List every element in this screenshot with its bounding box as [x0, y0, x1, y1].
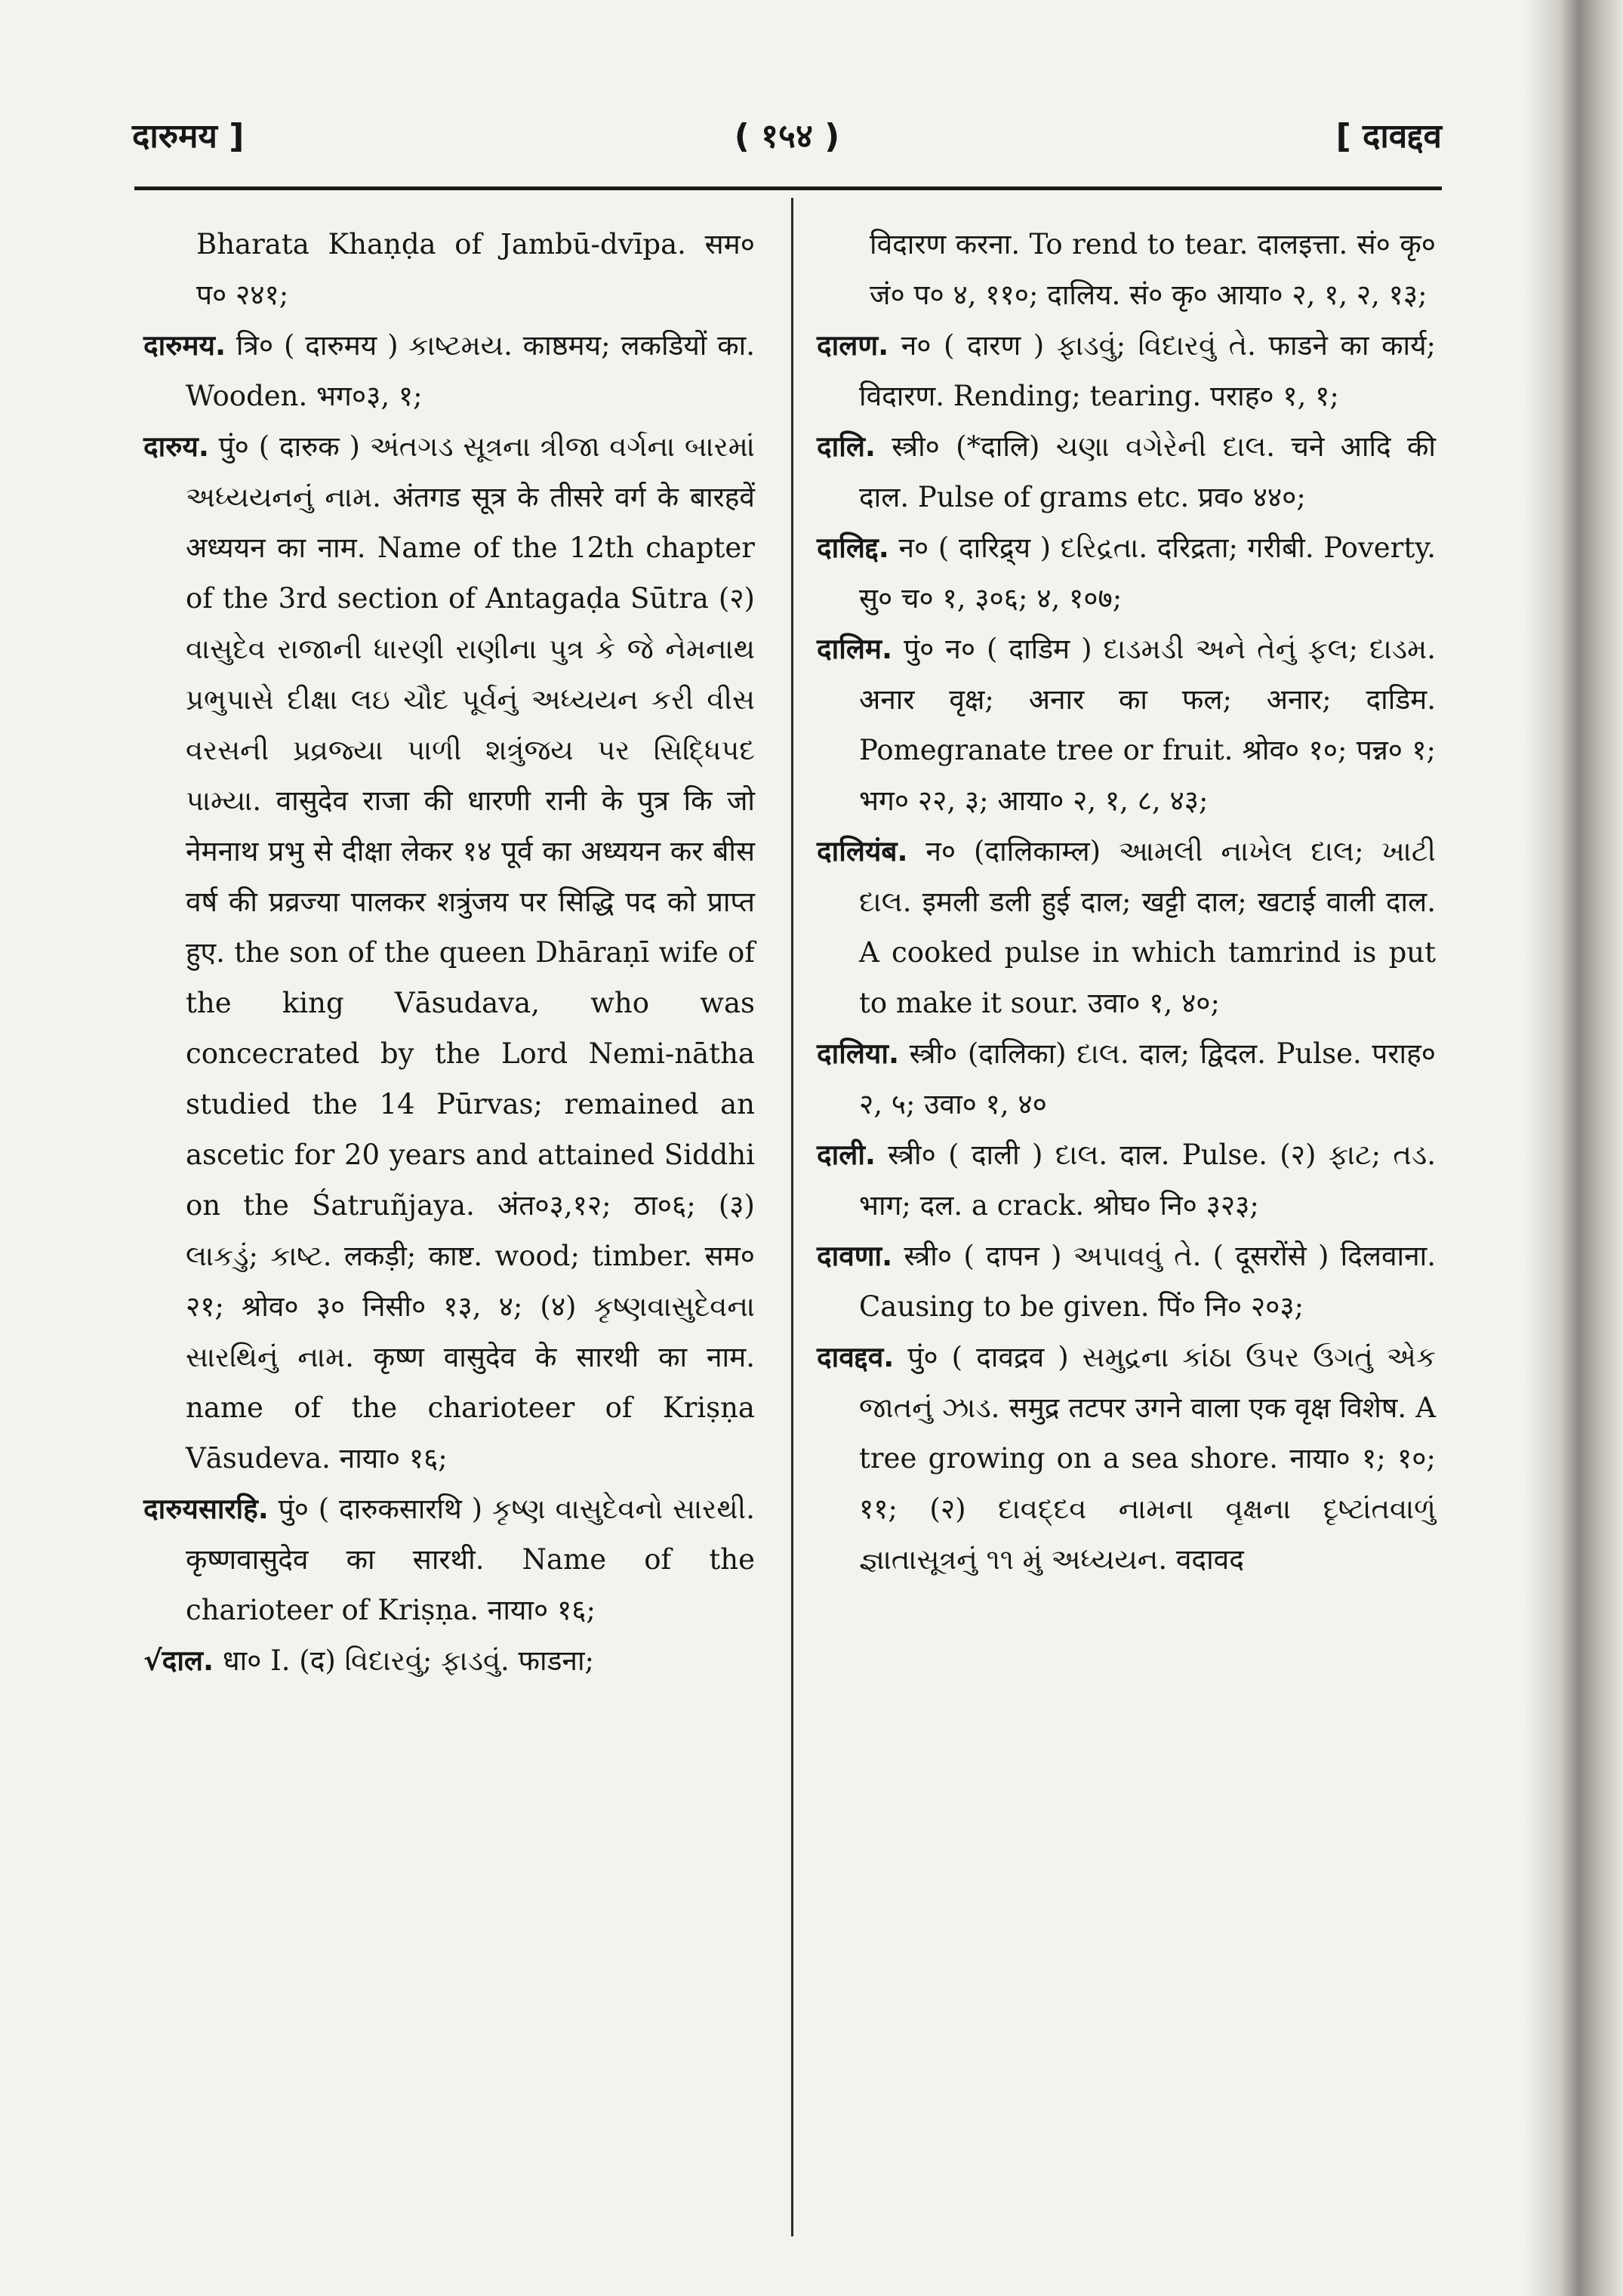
- dictionary-entry-continued: [817, 219, 1436, 320]
- dictionary-entry: [143, 1635, 755, 1686]
- dictionary-entry: [143, 1484, 755, 1635]
- entry-headword-root: √दाल.: [143, 1644, 214, 1677]
- dictionary-entry: [143, 320, 755, 421]
- entry-headword: दारुय.: [143, 430, 209, 463]
- right-column: [817, 219, 1436, 1585]
- dictionary-entry: [817, 522, 1436, 624]
- entry-headword: दालिया.: [817, 1037, 899, 1070]
- entry-headword: दालण.: [817, 329, 889, 362]
- entry-text: स्त्री० (दालिका) દાલ. दाल; द्विदल. Pulse. पराह० २, ५; उवा० १, ४०: [859, 1037, 1436, 1120]
- entry-text: Bharata Khaṇḍa of Jambū-dvīpa. सम० प० २४१;: [196, 228, 755, 311]
- entry-headword: दाली.: [817, 1139, 876, 1171]
- entry-headword: दालिम.: [817, 633, 893, 665]
- entry-text: पुं० ( दारुक ) અંતગડ સૂત્રના ત્રીજા વર્ગના બારમાં અધ્યયનનું નામ. अंतगड सूत्र के तीसरे वर्ग के बारहवें अध्ययन का नाम. Name of the 12th chapter of the 3rd section of Antagaḍa Sūtra (२) વાસુદેવ રાજાની ધારણી રાણીના પુત્ર કે જે નેમનાથ પ્રભુપાસે દીક્ષા લઇ ચૌદ પૂર્વનું અધ્યયન કરી વીસ વરસની પ્રવ્રજ્યા પાળી શત્રુંજય પર સિદ્ધિપદ પામ્યા. वासुदेव राजा की धारणी रानी के पुत्र कि जो नेमनाथ प्रभु से दीक्षा लेकर १४ पूर्व का अध्ययन कर बीस वर्ष की प्रव्रज्या पालकर शत्रुंजय पर सिद्धि पद को प्राप्त हुए. the son of the queen Dhāraṇī wife of the king Vāsudava, who was concecrated by the Lord Nemi-nātha studied the 14 Pūrvas; remained an ascetic for 20 years and attained Siddhi on the Śatruñjaya. अंत०३,१२; ठा०६; (३) લાકડું; કાષ્ટ. लकड़ी; काष्ट. wood; timber. सम० २१; श्रोव० ३० निसी० १३, ४; (४) કૃષ્ણવાસુદેવના સારથિનું નામ. कृष्ण वासुदेव के सारथी का नाम. name of the charioteer of Kriṣṇa Vāsudeva. नाया० १६;: [186, 430, 755, 1475]
- entry-text: न० (दालिकाम्ल) આમલી નાખેલ દાલ; ખાટી દાલ. इमली डली हुई दाल; खट्टी दाल; खटाई वाली दाल. A cooked pulse in which tamrind is put to make it sour. उवा० १, ४०;: [859, 835, 1436, 1019]
- dictionary-entry: [817, 1130, 1436, 1231]
- dictionary-entry-continued: [143, 219, 755, 320]
- entry-headword: दावद्दव.: [817, 1341, 895, 1373]
- entry-headword: दालियंब.: [817, 835, 908, 868]
- dictionary-entry: [817, 624, 1436, 826]
- entry-text: स्त्री० (*दालि) ચણા વગેરેની દાલ. चने आदि की दाल. Pulse of grams etc. प्रव० ४४०;: [859, 430, 1436, 513]
- entry-text: धा० I. (द) વિદારવું; ફાડવું. फाडना;: [214, 1644, 595, 1677]
- dictionary-entry: [143, 421, 755, 1484]
- entry-text: न० ( दारण ) ફાડવું; વિદારવું તે. फाडने का कार्य; विदारण. Rending; tearing. पराह० १, १;: [859, 329, 1436, 412]
- header-left-guide-word: दारुमय ]: [132, 117, 245, 156]
- entry-text: स्त्री० ( दापन ) અપાવવું તે. ( दूसरोंसे ) दिलवाना. Causing to be given. पिं० नि० २०३;: [859, 1240, 1436, 1323]
- entry-text: त्रि० ( दारुमय ) કાષ્ટમય. काष्ठमय; लकडियों का. Wooden. भग०३, १;: [186, 329, 755, 412]
- dictionary-entry: [817, 320, 1436, 421]
- entry-headword: दालिद्द.: [817, 532, 889, 564]
- page-header: [132, 91, 1442, 174]
- entry-text: पुं० ( दारुकसारथि ) કૃષ્ણ વાસુદેવનો સારથી. कृष्णवासुदेव का सारथी. Name of the charioteer of Kriṣṇa. नाया० १६;: [186, 1493, 755, 1626]
- page-edge-shadow: [1525, 0, 1623, 2296]
- entry-headword: दारुमय.: [143, 329, 226, 362]
- column-divider: [791, 198, 793, 2236]
- entry-headword: दावणा.: [817, 1240, 893, 1272]
- header-page-number: ( १५४ ): [734, 117, 840, 156]
- entry-text: स्त्री० ( दाली ) દાલ. दाल. Pulse. (२) ફાટ; તડ. भाग; दल. a crack. श्रोघ० नि० ३२३;: [859, 1139, 1436, 1222]
- dictionary-entry: [817, 1332, 1436, 1585]
- entry-headword: दारुयसारहि.: [143, 1493, 269, 1525]
- entry-text: न० ( दारिद्र्य ) દરિદ્રતા. दरिद्रता; गरीबी. Poverty. सु० च० १, ३०६; ४, १०७;: [859, 532, 1436, 615]
- header-right-guide-word: [ दावद्दव: [1335, 117, 1442, 156]
- dictionary-entry: [817, 1231, 1436, 1332]
- left-column: [143, 219, 755, 1686]
- entry-headword: दालि.: [817, 430, 876, 463]
- dictionary-entry: [817, 421, 1436, 522]
- entry-text: पुं० ( दावद्रव ) સમુદ્રના કાંઠા ઉપર ઉગતું એક જાતનું ઝાડ. समुद्र तटपर उगने वाला एक वृक्ष विशेष. A tree growing on a sea shore. नाया० १; १०; ११; (२) દાવદ્દવ નામના વૃક્ષના દૃષ્ટાંતવાળું જ્ઞાતાસૂત્રનું ૧૧ મું અધ્યયન. वदावद: [859, 1341, 1436, 1576]
- header-rule: [134, 186, 1442, 190]
- dictionary-entry: [817, 1028, 1436, 1130]
- dictionary-entry: [817, 826, 1436, 1028]
- entry-text: विदारण करना. To rend to tear. दालइत्ता. सं० कृ० जं० प० ४, ११०; दालिय. सं० कृ० आया० २, १, २, १३;: [870, 228, 1436, 311]
- entry-text: पुं० न० ( दाडिम ) દાડમડી અને તેનું ફલ; દાડમ. अनार वृक्ष; अनार का फल; अनार; दाडिम. Pomegranate tree or fruit. श्रोव० १०; पन्न० १; भग० २२, ३; आया० २, १, ८, ४३;: [859, 633, 1436, 817]
